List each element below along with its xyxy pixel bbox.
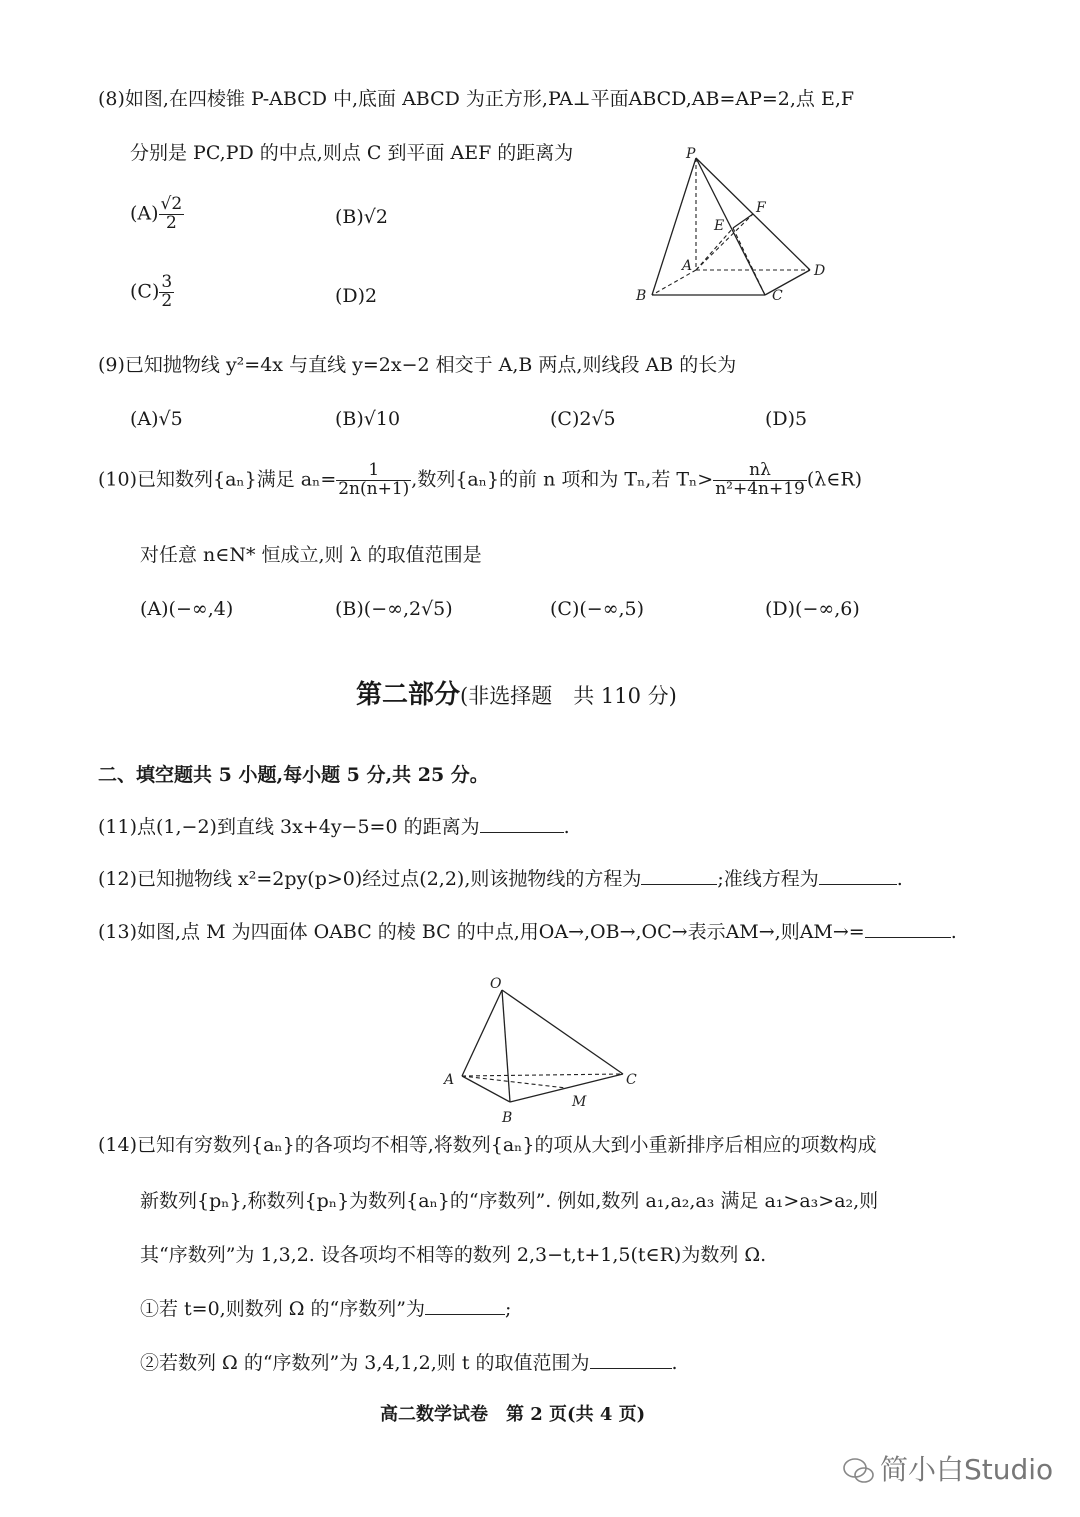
watermark: [842, 1448, 1053, 1488]
label-c: C: [626, 1072, 637, 1088]
label-f: F: [756, 200, 766, 216]
q8-line1: (8)如图,在四棱锥 P-ABCD 中,底面 ABCD 为正方形,PA⊥平面ABCD,AB=AP=2,点 E,F: [98, 88, 855, 110]
q9-option-c: (C)2√5: [550, 408, 616, 430]
wechat-icon: [842, 1456, 876, 1486]
q13: (13)如图,点 M 为四面体 OABC 的棱 BC 的中点,用OA→,OB→,OC→表示AM→,则AM→= .: [98, 921, 957, 943]
q14-line1: (14)已知有穷数列{aₙ}的各项均不相等,将数列{aₙ}的项从大到小重新排序后相应的项数构成: [98, 1134, 877, 1156]
q14-sub2-blank[interactable]: [590, 1367, 672, 1369]
label-a: A: [444, 1072, 455, 1088]
q10-frac1-denominator: 2n(n+1): [338, 478, 410, 499]
q12-equation-blank[interactable]: [641, 883, 717, 885]
label-b: B: [636, 288, 647, 304]
q8-option-a: (A) $\frac{√2}{2}$: [130, 194, 183, 233]
q10-frac2-denominator: n²+4n+19: [715, 478, 805, 499]
label-e: E: [714, 218, 725, 234]
q8-option-d: (D)2: [335, 285, 378, 307]
q8-option-a-denominator: 2: [165, 212, 177, 233]
q14-line2: 新数列{pₙ},称数列{pₙ}为数列{aₙ}的“序数列”. 例如,数列 a₁,a₂,a₃ 满足 a₁>a₃>a₂,则: [140, 1190, 879, 1212]
q10-line1: (10)已知数列{aₙ}满足 aₙ= $\frac{1}{2n(n+1)}$ ,数列{aₙ}的前 n 项和为 Tₙ,若 Tₙ> $\frac{n\lambda}{\text{n²+4n+19}}$ (λ∈R): [98, 460, 863, 499]
label-a: A: [682, 258, 693, 274]
q10-option-b: (B)(−∞,2√5): [335, 598, 453, 620]
q10-line2: 对任意 n∈N* 恒成立,则 λ 的取值范围是: [140, 544, 482, 566]
q9-text: (9)已知抛物线 y²=4x 与直线 y=2x−2 相交于 A,B 两点,则线段 AB 的长为: [98, 354, 737, 376]
label-m: M: [572, 1094, 587, 1110]
label-p: P: [686, 146, 696, 162]
q11-answer-blank[interactable]: [480, 831, 564, 833]
q9-option-d: (D)5: [765, 408, 808, 430]
q12-directrix-blank[interactable]: [819, 883, 897, 885]
q8-option-a-numerator: √2: [160, 194, 183, 214]
label-d: D: [814, 263, 826, 279]
q9-option-a: (A)√5: [130, 408, 183, 430]
label-o: O: [490, 976, 502, 992]
q9-option-b: (B)√10: [335, 408, 401, 430]
part2-subtitle: (非选择题 共 110 分): [460, 684, 677, 708]
label-b: B: [502, 1110, 513, 1126]
q8-option-c-numerator: 3: [161, 272, 173, 292]
q12: (12)已知抛物线 x²=2py(p>0)经过点(2,2),则该抛物线的方程为 ;准线方程为 .: [98, 868, 903, 890]
q10-frac1-numerator: 1: [336, 462, 411, 481]
q14-line3: 其“序数列”为 1,3,2. 设各项均不相等的数列 2,3−t,t+1,5(t∈R)为数列 Ω.: [140, 1244, 767, 1266]
q14-sub1: ①若 t=0,则数列 Ω 的“序数列”为 ;: [140, 1298, 512, 1320]
q14-sub2: ②若数列 Ω 的“序数列”为 3,4,1,2,则 t 的取值范围为 .: [140, 1352, 678, 1374]
q14-sub1-blank[interactable]: [425, 1313, 505, 1315]
watermark-text: 简小白Studio: [880, 1453, 1054, 1486]
pyramid-figure: [630, 140, 840, 310]
label-c: C: [772, 288, 783, 304]
q8-option-c: (C) $\frac{3}{2}$: [130, 272, 173, 311]
part2-title: 第二部分(非选择题 共 110 分): [356, 680, 677, 710]
q8-option-c-denominator: 2: [161, 290, 173, 311]
section2-heading: 二、填空题共 5 小题,每小题 5 分,共 25 分。: [98, 764, 489, 786]
page-footer: 高二数学试卷 第 2 页(共 4 页): [380, 1404, 646, 1425]
q10-option-d: (D)(−∞,6): [765, 598, 860, 620]
q8-line2: 分别是 PC,PD 的中点,则点 C 到平面 AEF 的距离为: [130, 142, 574, 164]
q13-answer-blank[interactable]: [865, 936, 951, 938]
q10-frac2-numerator: nλ: [713, 462, 807, 481]
q11: (11)点(1,−2)到直线 3x+4y−5=0 的距离为 .: [98, 816, 570, 838]
q8-option-b: (B)√2: [335, 206, 388, 228]
tetrahedron-figure: [440, 970, 650, 1130]
q10-option-c: (C)(−∞,5): [550, 598, 645, 620]
q10-option-a: (A)(−∞,4): [140, 598, 234, 620]
